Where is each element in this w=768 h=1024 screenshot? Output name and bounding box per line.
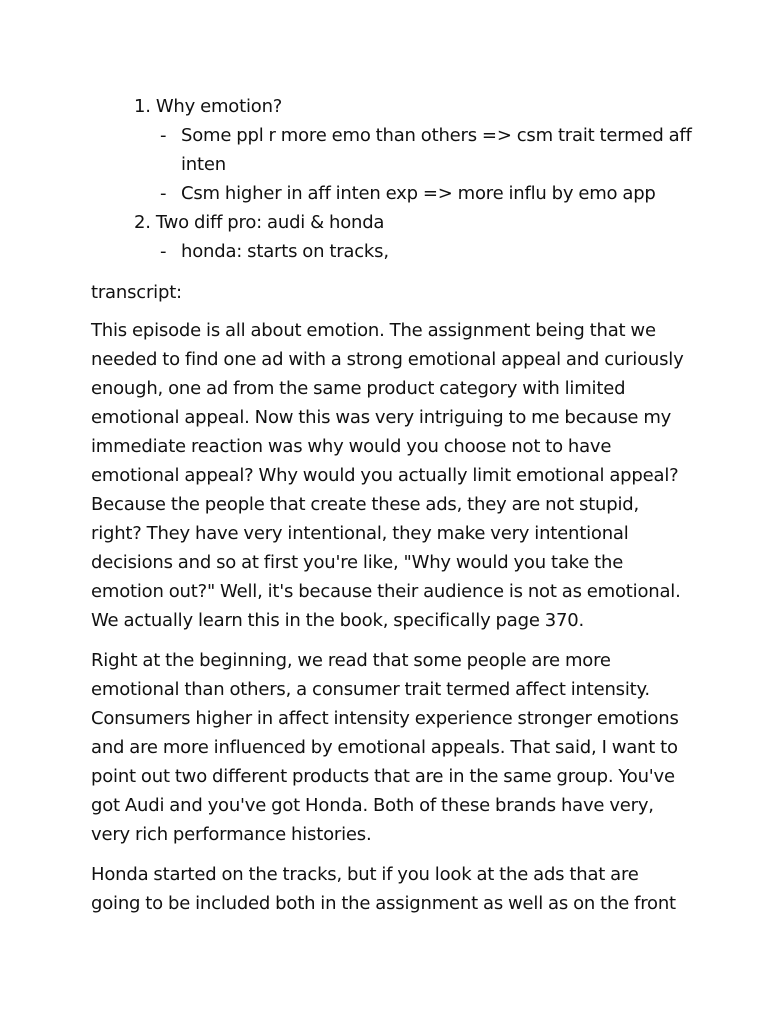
outline-item-1-text: Why emotion?: [155, 96, 283, 117]
paragraph-line: emotional appeal. Now this was very intriguing to me because my: [91, 407, 672, 428]
paragraph-line: got Audi and you've got Honda. Both of these brands have very,: [91, 795, 654, 816]
transcript-label: transcript:: [91, 282, 182, 303]
bullet-dash: -: [160, 125, 167, 146]
paragraph-line: very rich performance histories.: [91, 824, 372, 845]
paragraph-line: right? They have very intentional, they make very intentional: [91, 523, 629, 544]
paragraph-line: needed to find one ad with a strong emotional appeal and curiously: [91, 349, 684, 370]
paragraph-line: decisions and so at first you're like, "Why would you take the: [91, 552, 624, 573]
outline-item-1: [134, 92, 282, 121]
paragraph-line: Right at the beginning, we read that some people are more: [91, 650, 611, 671]
bullet-line: inten: [181, 154, 226, 175]
paragraph-line: emotional than others, a consumer trait termed affect intensity.: [91, 679, 650, 700]
paragraph-line: enough, one ad from the same product category with limited: [91, 378, 626, 399]
paragraph-line: Because the people that create these ads, they are not stupid,: [91, 494, 640, 515]
paragraph-line: immediate reaction was why would you choose not to have: [91, 436, 612, 457]
paragraph-line: emotion out?" Well, it's because their audience is not as emotional.: [91, 581, 681, 602]
paragraph-3: [91, 860, 691, 918]
paragraph-2: [91, 646, 691, 849]
paragraph-line: This episode is all about emotion. The assignment being that we: [91, 320, 656, 341]
outline-item-1-number: 1.: [134, 96, 151, 117]
paragraph-1: [91, 316, 691, 635]
paragraph-line: Consumers higher in affect intensity experience stronger emotions: [91, 708, 679, 729]
outline-item-1-bullet-1: [181, 121, 701, 179]
bullet-line: honda: starts on tracks,: [181, 241, 389, 262]
outline-item-2: [134, 208, 384, 237]
paragraph-line: emotional appeal? Why would you actually limit emotional appeal?: [91, 465, 679, 486]
paragraph-line: We actually learn this in the book, specifically page 370.: [91, 610, 585, 631]
bullet-line: Some ppl r more emo than others => csm trait termed aff: [181, 125, 692, 146]
paragraph-line: point out two different products that are in the same group. You've: [91, 766, 675, 787]
outline-list: [0, 0, 768, 280]
bullet-dash: -: [160, 183, 167, 204]
paragraph-line: and are more influenced by emotional appeals. That said, I want to: [91, 737, 678, 758]
paragraph-line: going to be included both in the assignment as well as on the front: [91, 893, 676, 914]
outline-item-2-number: 2.: [134, 212, 151, 233]
outline-item-2-text: Two diff pro: audi & honda: [155, 212, 385, 233]
bullet-line: Csm higher in aff inten exp => more influ by emo app: [181, 183, 656, 204]
paragraph-line: Honda started on the tracks, but if you look at the ads that are: [91, 864, 639, 885]
bullet-dash: -: [160, 241, 167, 262]
outline-item-1-bullet-2: [181, 179, 701, 208]
outline-item-2-bullet-1: [181, 237, 701, 266]
